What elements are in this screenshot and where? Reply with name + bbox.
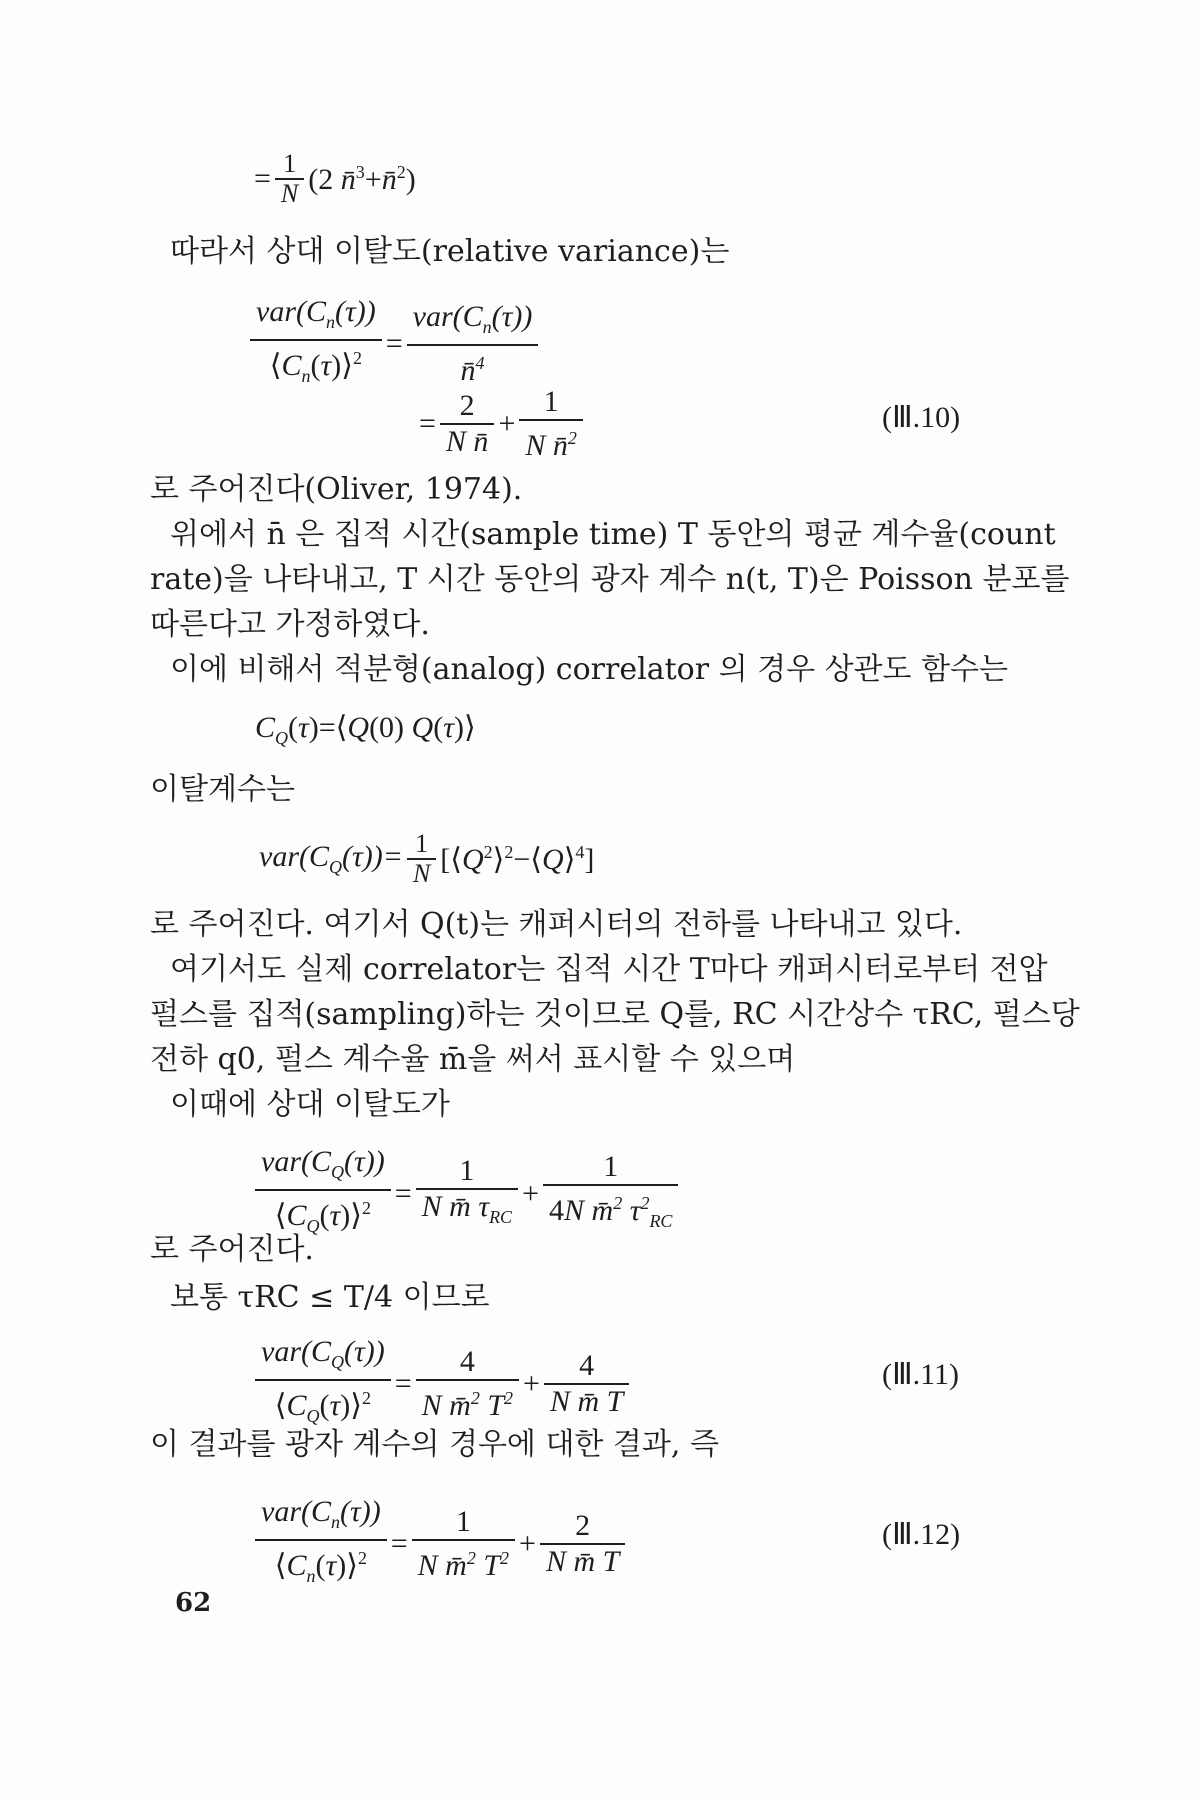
text-line: 따른다고 가정하였다.	[150, 607, 430, 642]
text-line: 이탈계수는	[150, 772, 295, 807]
text-line: 보통 τRC ≤ T/4 이므로	[170, 1280, 490, 1315]
equation-correlation-function: $C_Q(\tau)=⟨Q(0)$ Q(τ)⟩	[255, 711, 476, 748]
text-line: 로 주어진다.	[150, 1232, 314, 1267]
equation-analog-approx: $\frac{var(C_Q(\tau))}{⟨C_Q(\tau)⟩^2}$ = $\frac{4}{N m̄^2 T^2}$ + $\frac{4}{\text{N m̄ T}}$	[255, 1335, 629, 1433]
text-line: 이에 비해서 적분형(analog) correlator 의 경우 상관도 함수는	[170, 652, 1009, 687]
text-line: 여기서도 실제 correlator는 집적 시간 T마다 캐퍼시터로부터 전압	[170, 952, 1048, 987]
text-line: 로 주어진다. 여기서 Q(t)는 캐퍼시터의 전하를 나타내고 있다.	[150, 907, 963, 942]
equation-number: (Ⅲ.10)	[882, 401, 961, 434]
equation-analog-relative-variance: $\frac{var(C_Q(\tau))}{⟨C_Q(\tau)⟩^2}$ = $\frac{1}{N m̄ \tau_{RC}}$ + $\frac{1}{4N m̄^2 \tau^2_{RC}}$	[255, 1145, 678, 1243]
text-line: 따라서 상대 이탈도(relative variance)는	[170, 234, 730, 269]
equation-relative-variance: $\frac{var(C_n(\tau))}{⟨C_n(\tau)⟩^2}$ = $\frac{var(C_n(\tau))}{n̄^4}$	[250, 295, 538, 393]
text-line: 로 주어진다(Oliver, 1974).	[150, 472, 523, 507]
text-line: 펄스를 집적(sampling)하는 것이므로 Q를, RC 시간상수 τRC, 펄스당	[150, 997, 1080, 1032]
text-line: rate)을 나타내고, T 시간 동안의 광자 계수 n(t, T)은 Poisson 분포를	[150, 562, 1070, 597]
equation-variance-integral: $var(C_Q(\tau))=$ $\frac{1}{N}$ $[⟨Q^2⟩^2-⟨Q⟩^4]$	[259, 829, 595, 888]
equation-relative-variance-result: = $\frac{2}{\text{N n̄}}$ + $\frac{1}{N n̄^2}$	[415, 385, 583, 463]
equation-number: (Ⅲ.11)	[882, 1358, 960, 1391]
equation-mean-square-result: = $\frac{1}{N}$ (2 n̄$^3$+n̄$^2$)	[254, 149, 416, 208]
text-line: 이 결과를 광자 계수의 경우에 대한 결과, 즉	[150, 1427, 719, 1462]
equation-photon-counting-result: $\frac{var(C_n(\tau))}{⟨C_n(\tau)⟩^2}$ = $\frac{1}{N m̄^2 T^2}$ + $\frac{2}{\text{N m̄ T}}$	[255, 1495, 625, 1593]
text-line: 전하 q0, 펄스 계수율 m̄을 써서 표시할 수 있으며	[150, 1042, 796, 1077]
text-line: 이때에 상대 이탈도가	[170, 1087, 450, 1122]
equation-number: (Ⅲ.12)	[882, 1518, 961, 1551]
text-line: 위에서 n̄ 은 집적 시간(sample time) T 동안의 평균 계수율(count	[170, 517, 1056, 552]
page-number: 62	[175, 1588, 212, 1618]
